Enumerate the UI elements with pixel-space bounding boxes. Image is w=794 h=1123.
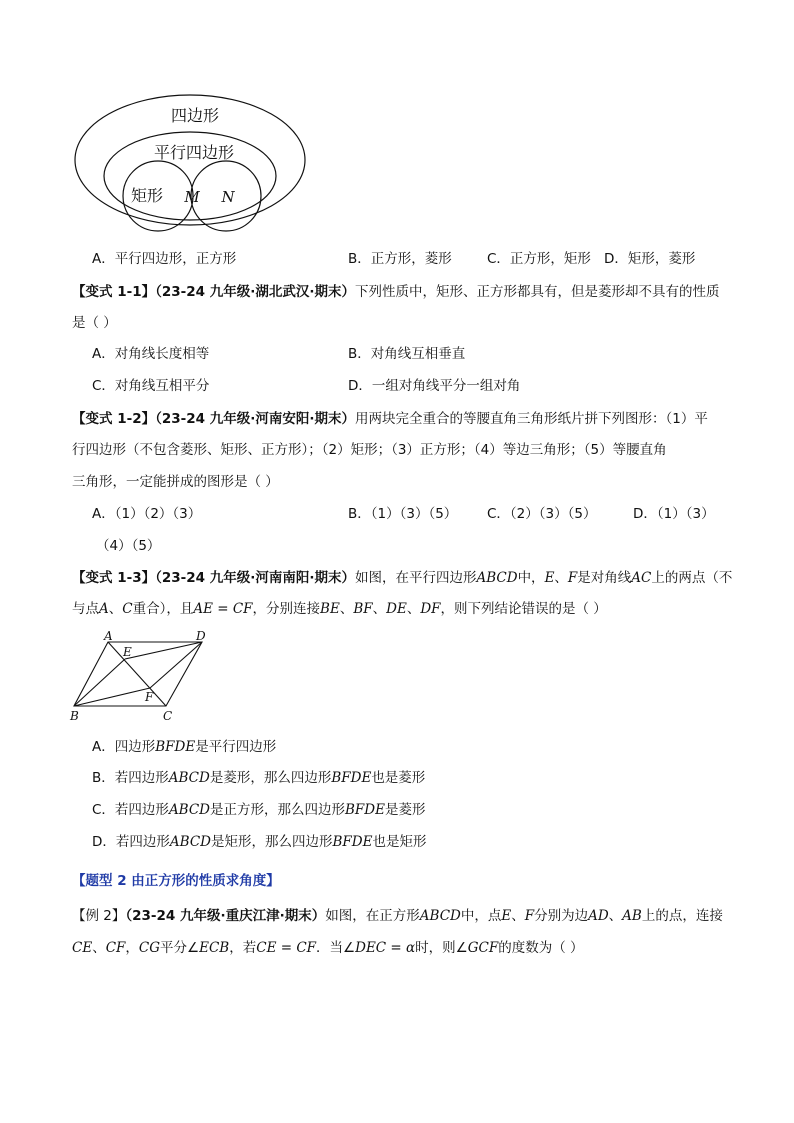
math-ce-eq-cf: CE = CF [256, 940, 317, 956]
math-ad: AD [588, 908, 609, 924]
variant-1-3-option-a[interactable] [92, 737, 276, 757]
outer-label: 四边形 [170, 106, 220, 125]
math-bf: BF [353, 601, 373, 617]
text: 中， [517, 570, 545, 586]
math-ab: AB [622, 908, 642, 924]
variant-1-1-option-b[interactable]: B．对角线互相垂直 [348, 346, 466, 362]
text: 是正方形，那么四边形 [210, 802, 346, 818]
text: 与点 [72, 601, 99, 617]
text: 、 [92, 940, 106, 956]
point-label-d: D [196, 629, 206, 643]
math-abcd: ABCD [169, 834, 211, 850]
math-cg: CG [138, 940, 161, 956]
text: 、 [608, 908, 623, 924]
math-a: A [99, 601, 109, 617]
text: 时，则∠ [415, 940, 468, 956]
math-df: DF [420, 601, 441, 617]
variant-1-3-tag: 【变式 1-3】 [72, 570, 156, 586]
example-2-line2 [72, 938, 584, 958]
text: 、 [406, 601, 421, 617]
math-f: F [567, 570, 578, 586]
text: 如图，在平行四边形 [354, 570, 477, 586]
variant-1-1-source: （23-24 九年级·湖北武汉·期末） [155, 284, 355, 300]
math-bfde: BFDE [332, 834, 373, 850]
venn-option-b[interactable]: B．正方形，菱形 [348, 251, 452, 267]
text: 分别为边 [534, 908, 589, 924]
text: ．当∠ [316, 940, 356, 956]
variant-1-1-tag: 【变式 1-1】 [72, 284, 156, 300]
section-heading-2: 【题型 2 由正方形的性质求角度】 [72, 873, 280, 889]
text: 是平行四边形 [195, 739, 277, 755]
right-label: N [221, 188, 235, 206]
variant-1-2-source: （23-24 九年级·河南安阳·期末） [155, 411, 355, 427]
math-e: E [501, 908, 512, 924]
segment-be [74, 659, 125, 706]
variant-1-3-option-b[interactable] [92, 768, 425, 788]
center-label: M [184, 188, 200, 206]
segment-de [125, 642, 202, 659]
text: 如图，在正方形 [325, 908, 420, 924]
math-cf: CF [105, 940, 126, 956]
variant-1-3-line2 [72, 599, 607, 619]
variant-1-2-text2: 行四边形（不包含菱形、矩形、正方形）；（2）矩形；（3）正方形；（4）等边三角形；（5）等腰直角 [72, 442, 667, 458]
text: 是矩形，那么四边形 [210, 834, 333, 850]
math-abcd: ABCD [419, 908, 461, 924]
text: 、 [339, 601, 354, 617]
point-label-c: C [163, 709, 173, 723]
venn-option-d[interactable]: D．矩形，菱形 [604, 251, 696, 267]
variant-1-2-line1 [72, 409, 708, 429]
text: 中，点 [460, 908, 502, 924]
example-2-line1 [72, 906, 723, 926]
middle-label: 平行四边形 [153, 143, 235, 162]
variant-1-1-option-d[interactable]: D．一组对角线平分一组对角 [348, 378, 521, 394]
text: ， [125, 940, 139, 956]
parallelogram-figure [68, 628, 216, 724]
text: 是菱形 [384, 802, 426, 818]
variant-1-2-option-b[interactable]: B．（1）（3）（5） [348, 506, 458, 522]
left-label: 矩形 [130, 186, 164, 205]
math-bfde: BFDE [155, 739, 196, 755]
math-ecb: ECB [199, 940, 230, 956]
text: 是对角线 [577, 570, 632, 586]
math-c: C [122, 601, 133, 617]
text: 重合），且 [132, 601, 194, 617]
variant-1-2-option-c[interactable]: C．（2）（3）（5） [487, 506, 597, 522]
math-de: DE [386, 601, 407, 617]
math-abcd: ABCD [476, 570, 518, 586]
variant-1-2-option-a[interactable]: A．（1）（2）（3） [92, 506, 202, 522]
math-bfde: BFDE [345, 802, 385, 818]
segment-bf [74, 688, 150, 706]
math-f: F [524, 908, 535, 924]
variant-1-3-line1 [72, 568, 732, 588]
text: ，分别连接 [252, 601, 321, 617]
math-abcd: ABCD [168, 770, 210, 786]
text: 也是矩形 [372, 834, 427, 850]
text: 、 [108, 601, 123, 617]
variant-1-1-option-c[interactable]: C．对角线互相平分 [92, 378, 210, 394]
example-2-source: （23-24 九年级·重庆江津·期末） [125, 908, 326, 924]
text: 上的两点（不 [651, 570, 733, 586]
variant-1-3-source: （23-24 九年级·河南南阳·期末） [155, 570, 355, 586]
math-abcd: ABCD [168, 802, 211, 818]
variant-1-1-text1: 下列性质中，矩形、正方形都具有，但是菱形却不具有的性质 [354, 284, 720, 300]
math-eq: AE = CF [193, 601, 253, 617]
variant-1-1-line1 [72, 282, 719, 302]
text: 、 [511, 908, 525, 924]
point-label-e: E [123, 645, 132, 659]
text: 的度数为（ ） [498, 940, 584, 956]
variant-1-2-text3: 三角形，一定能拼成的图形是（ ） [72, 474, 279, 490]
variant-1-2-option-d[interactable]: D．（1）（3） [633, 506, 715, 522]
math-bfde: BFDE [331, 770, 372, 786]
text: 也是菱形 [371, 770, 426, 786]
text: 是菱形，那么四边形 [209, 770, 332, 786]
math-be: BE [320, 601, 340, 617]
point-label-a: A [104, 629, 113, 643]
math-ac: AC [631, 570, 652, 586]
text: A．四边形 [92, 739, 156, 755]
variant-1-3-option-c[interactable] [92, 800, 425, 820]
text: 上的点，连接 [641, 908, 723, 924]
math-e: E [544, 570, 555, 586]
variant-1-2-option-d-cont: （4）（5） [96, 538, 161, 554]
variant-1-2-tag: 【变式 1-2】 [72, 411, 156, 427]
math-dec: DEC = α [355, 940, 416, 956]
variant-1-2-text1: 用两块完全重合的等腰直角三角形纸片拼下列图形：（1）平 [354, 411, 708, 427]
text: 平分∠ [160, 940, 200, 956]
text: ，则下列结论错误的是（ ） [440, 601, 607, 617]
text: D．若四边形 [92, 834, 170, 850]
variant-1-1-option-a[interactable]: A．对角线长度相等 [92, 346, 210, 362]
example-2-tag: 【例 2】 [72, 908, 126, 924]
parallelogram-abcd [74, 642, 202, 706]
text: 、 [372, 601, 387, 617]
point-label-f: F [145, 690, 154, 704]
variant-1-3-option-d[interactable] [92, 832, 426, 852]
text: 、 [554, 570, 568, 586]
segment-df [150, 642, 202, 688]
text: C．若四边形 [92, 802, 169, 818]
venn-diagram [70, 92, 310, 232]
venn-option-a[interactable]: A．平行四边形，正方形 [92, 251, 237, 267]
venn-option-c[interactable]: C．正方形，矩形 [487, 251, 591, 267]
point-label-b: B [70, 709, 79, 723]
variant-1-1-text2: 是（ ） [72, 315, 117, 331]
math-gcf: GCF [467, 940, 499, 956]
text: ，若 [229, 940, 257, 956]
math-ce: CE [72, 940, 93, 956]
text: B．若四边形 [92, 770, 169, 786]
